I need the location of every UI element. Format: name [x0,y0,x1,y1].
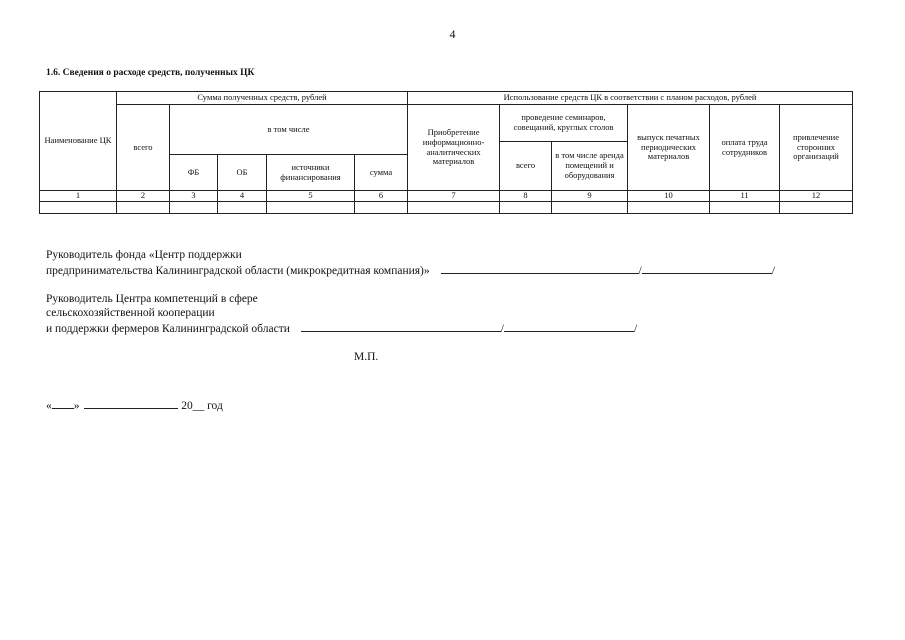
col-num: 9 [552,191,628,202]
empty-cell[interactable] [500,202,552,214]
col-num: 12 [780,191,853,202]
date-quote-open: « [46,400,52,412]
fund-title-line1: Руководитель фонда «Центр поддержки [46,249,242,261]
fund-signature-block [46,248,775,278]
fund-title-line2: предпринимательства Калининградской области (микрокредитная компания)» [46,265,430,277]
col-num: 6 [355,191,408,202]
ck-title-line1: Руководитель Центра компетенций в сфере [46,293,258,305]
empty-cell[interactable] [218,202,267,214]
header-usage: Использование средств ЦК в соответствии с планом расходов, рублей [408,92,853,105]
col-num: 11 [710,191,780,202]
ck-signature-block [46,292,637,336]
empty-cell[interactable] [552,202,628,214]
header-seminars: проведение семинаров, совещаний, круглых столов [500,105,628,142]
column-number-row [40,191,853,202]
date-quote-close: » [73,400,80,412]
header-external: привлечение сторонних организаций [780,105,853,191]
header-fb: ФБ [170,155,218,191]
empty-cell[interactable] [117,202,170,214]
col-num: 5 [267,191,355,202]
fund-signature-line[interactable] [441,262,639,274]
header-received: Сумма полученных средств, рублей [117,92,408,105]
empty-cell[interactable] [355,202,408,214]
expense-table [39,91,853,214]
section-title: 1.6. Сведения о расходе средств, полученных ЦК [46,68,255,78]
ck-title-line2: сельскохозяйственной кооперации [46,307,215,319]
col-num: 8 [500,191,552,202]
year-field[interactable]: 20__ год [181,400,223,412]
fund-name-line[interactable] [642,262,772,274]
header-print: выпуск печатных периодических материалов [628,105,710,191]
col-num: 2 [117,191,170,202]
date-line [46,397,223,413]
header-ob: ОБ [218,155,267,191]
header-total: всего [117,105,170,191]
ck-name-line[interactable] [504,320,634,332]
empty-data-row [40,202,853,214]
col-num: 1 [40,191,117,202]
header-info-materials: Приобретение информационно-аналитических материалов [408,105,500,191]
empty-cell[interactable] [408,202,500,214]
slash: / [500,323,504,335]
empty-cell[interactable] [267,202,355,214]
slash: / [633,323,638,335]
ck-title-line3: и поддержки фермеров Калининградской области [46,323,290,335]
slash: / [638,265,642,277]
header-payroll: оплата труда сотрудников [710,105,780,191]
ck-signature-line[interactable] [301,320,501,332]
empty-cell[interactable] [780,202,853,214]
stamp-label: М.П. [354,351,379,363]
header-sum: сумма [355,155,408,191]
header-including: в том числе [170,105,408,155]
col-num: 4 [218,191,267,202]
empty-cell[interactable] [628,202,710,214]
month-field[interactable] [84,397,178,409]
empty-cell[interactable] [40,202,117,214]
empty-cell[interactable] [710,202,780,214]
page-number: 4 [449,27,456,41]
header-name: Наименование ЦК [40,92,117,191]
col-num: 10 [628,191,710,202]
header-rent: в том числе аренда помещений и оборудования [552,142,628,191]
col-num: 3 [170,191,218,202]
col-num: 7 [408,191,500,202]
day-field[interactable] [52,397,74,409]
header-seminars-total: всего [500,142,552,191]
slash: / [771,265,775,277]
empty-cell[interactable] [170,202,218,214]
header-sources: источники финансирования [267,155,355,191]
